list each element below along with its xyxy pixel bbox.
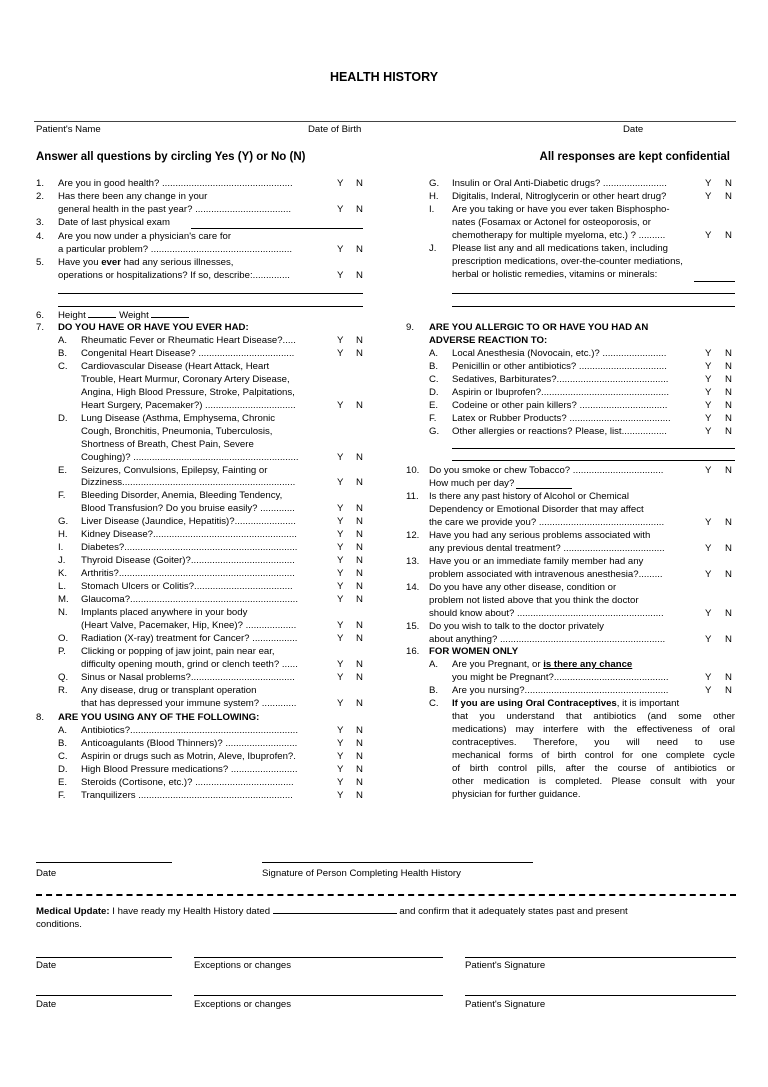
q16c-line: medications) may interfere with the effectiveness of oral bbox=[452, 724, 735, 735]
instructions-right: All responses are kept confidential bbox=[539, 151, 730, 163]
q7-item-yes[interactable]: Y bbox=[337, 542, 344, 554]
q16a-letter: A. bbox=[429, 659, 439, 670]
q9-blank-1[interactable] bbox=[452, 448, 735, 449]
q7-item-letter: D. bbox=[58, 412, 68, 424]
q2-yes[interactable]: Y bbox=[337, 204, 344, 215]
q8-item-letter: E. bbox=[58, 776, 68, 788]
q8-item-text: Antibiotics?............................................................... bbox=[81, 725, 298, 736]
q8-item-yes[interactable]: Y bbox=[337, 776, 344, 788]
q2-text-2: general health in the past year? .................................... bbox=[58, 204, 292, 215]
q15-no[interactable]: N bbox=[725, 634, 732, 645]
med-item-letter: H. bbox=[429, 191, 439, 202]
q7-item-no[interactable]: N bbox=[356, 399, 363, 411]
patient-sig-line-1[interactable] bbox=[465, 957, 736, 958]
q7-item-yes[interactable]: Y bbox=[337, 658, 344, 670]
q9-heading-2: ADVERSE REACTION TO: bbox=[429, 335, 548, 346]
med-item-text: Please list any and all medications taken, including bbox=[452, 243, 668, 254]
q7-item-yes[interactable]: Y bbox=[337, 555, 344, 567]
q7-item-text: Kidney Disease?...................................................... bbox=[81, 529, 297, 541]
row1-exceptions: Exceptions or changes bbox=[194, 960, 292, 971]
q6-number: 6. bbox=[36, 310, 45, 321]
row1-patient-sig: Patient's Signature bbox=[465, 960, 546, 971]
header-rule bbox=[34, 121, 736, 122]
q4-yes[interactable]: Y bbox=[337, 244, 344, 255]
q10-yes[interactable]: Y bbox=[705, 465, 712, 476]
q7-item-letter: B. bbox=[58, 347, 68, 359]
q8-item-letter: B. bbox=[58, 737, 68, 749]
q7-item-yes[interactable]: Y bbox=[337, 568, 344, 580]
q7-item-text: Bleeding Disorder, Anemia, Bleeding Tendency, bbox=[81, 490, 283, 502]
exceptions-line-2[interactable] bbox=[194, 995, 443, 996]
q7-item-yes[interactable]: Y bbox=[337, 477, 344, 489]
med-item-no[interactable]: N bbox=[725, 178, 732, 189]
med-item-no[interactable]: N bbox=[725, 230, 732, 241]
q2-no[interactable]: N bbox=[356, 204, 363, 215]
q11-number: 11. bbox=[406, 491, 419, 502]
footer-signature-label: Signature of Person Completing Health History bbox=[262, 868, 461, 879]
medical-update-text-2: conditions. bbox=[36, 919, 82, 930]
q5-blank-2[interactable] bbox=[58, 306, 363, 307]
q5-no[interactable]: N bbox=[356, 270, 363, 281]
q7-item-letter: C. bbox=[58, 360, 68, 372]
q8-item-no[interactable]: N bbox=[356, 763, 363, 775]
q10-text: Do you smoke or chew Tobacco? .................................. bbox=[429, 465, 664, 476]
q7-item-no[interactable]: N bbox=[356, 697, 363, 709]
q9-item-letter: D. bbox=[429, 387, 439, 398]
q9-item-letter: B. bbox=[429, 361, 439, 372]
q8-item-no[interactable]: N bbox=[356, 789, 363, 801]
q8-item-no[interactable]: N bbox=[356, 737, 363, 749]
q7-item-yes[interactable]: Y bbox=[337, 632, 344, 644]
q8-item-letter: C. bbox=[58, 750, 68, 762]
q9-blank-2[interactable] bbox=[452, 460, 735, 461]
q7-item-text: Liver Disease (Jaundice, Hepatitis)?....................... bbox=[81, 516, 296, 528]
q7-item-no[interactable]: N bbox=[356, 581, 363, 593]
q7-item-text: Angina, High Blood Pressure, Stroke, Palpitations, bbox=[81, 386, 295, 398]
q11-text: Dependency or Emotional Disorder that may affect bbox=[429, 504, 644, 515]
q7-item-text: Shortness of Breath, Chest Pain, Severe bbox=[81, 438, 254, 450]
q11-yes[interactable]: Y bbox=[705, 517, 712, 528]
q9-heading: ARE YOU ALLERGIC TO OR HAVE YOU HAD AN bbox=[429, 322, 649, 333]
page-title: HEALTH HISTORY bbox=[329, 70, 439, 84]
q8-item-no[interactable]: N bbox=[356, 725, 363, 736]
q7-item-letter: M. bbox=[58, 594, 69, 605]
q7-item-no[interactable]: N bbox=[356, 594, 363, 605]
q2-text: Has there been any change in your bbox=[58, 191, 208, 202]
med-item-text: Insulin or Oral Anti-Diabetic drugs? ........................ bbox=[452, 178, 667, 189]
q11-text: the care we provide you? ............................................... bbox=[429, 517, 665, 528]
q7-item-no[interactable]: N bbox=[356, 632, 363, 644]
q6-text: Height Weight bbox=[58, 310, 189, 323]
q8-item-yes[interactable]: Y bbox=[337, 737, 344, 749]
med-item-letter: I. bbox=[429, 204, 435, 215]
q7-item-yes[interactable]: Y bbox=[337, 516, 344, 528]
q7-item-yes[interactable]: Y bbox=[337, 697, 344, 709]
q12-yes[interactable]: Y bbox=[705, 543, 712, 554]
med-item-yes[interactable]: Y bbox=[705, 178, 712, 189]
q9-item-yes[interactable]: Y bbox=[705, 387, 712, 398]
q7-item-text: Glaucoma?............................................................... bbox=[81, 594, 298, 605]
q9-item-yes[interactable]: Y bbox=[705, 426, 712, 437]
q8-item-letter: A. bbox=[58, 725, 68, 736]
q7-item-yes[interactable]: Y bbox=[337, 451, 344, 463]
q16c-line: of birth control pills, after the course of antibiotics or bbox=[452, 763, 735, 774]
update-date-line-2[interactable] bbox=[36, 995, 172, 996]
q16c-line: mechanical forms of birth control for one complete cycle bbox=[452, 750, 735, 761]
q7-item-text: Lung Disease (Asthma, Emphysema, Chronic bbox=[81, 412, 276, 424]
q14-text: Do you have any other disease, condition or bbox=[429, 582, 617, 593]
q9-item-text: Local Anesthesia (Novocain, etc.)? ........................ bbox=[452, 348, 667, 359]
q7-item-no[interactable]: N bbox=[356, 542, 363, 554]
med-item-text: prescription medications, over-the-counter mediations, bbox=[452, 256, 683, 267]
q8-item-text: High Blood Pressure medications? ......................... bbox=[81, 763, 298, 775]
q1-number: 1. bbox=[36, 178, 45, 189]
q9-item-text: Sedatives, Barbiturates?.......................................... bbox=[452, 374, 669, 385]
q8-item-no[interactable]: N bbox=[356, 750, 363, 762]
q7-item-letter: H. bbox=[58, 529, 68, 541]
q16b-letter: B. bbox=[429, 685, 439, 696]
q9-item-letter: A. bbox=[429, 348, 439, 359]
q7-item-letter: A. bbox=[58, 335, 68, 346]
q8-item-text: Aspirin or drugs such as Motrin, Aleve, Ibuprofen?. bbox=[81, 750, 296, 762]
height-field[interactable] bbox=[88, 317, 116, 318]
q7-item-text: Cardiovascular Disease (Heart Attack, Heart bbox=[81, 360, 270, 372]
q9-item-no[interactable]: N bbox=[725, 361, 732, 372]
q7-item-text: Cough, Bronchitis, Pneumonia, Tuberculosis, bbox=[81, 425, 273, 437]
q8-item-yes[interactable]: Y bbox=[337, 750, 344, 762]
q8-item-yes[interactable]: Y bbox=[337, 789, 344, 801]
q9-item-yes[interactable]: Y bbox=[705, 400, 712, 411]
q10-blank[interactable] bbox=[516, 488, 572, 489]
q7-item-no[interactable]: N bbox=[356, 555, 363, 567]
q9-item-no[interactable]: N bbox=[725, 413, 732, 424]
q7-item-no[interactable]: N bbox=[356, 335, 363, 346]
q9-item-no[interactable]: N bbox=[725, 387, 732, 398]
row1-date: Date bbox=[36, 960, 57, 971]
q9-item-text: Latex or Rubber Products? ...................................... bbox=[452, 413, 671, 424]
q13-no[interactable]: N bbox=[725, 569, 732, 580]
q7-item-no[interactable]: N bbox=[356, 347, 363, 359]
medical-update-text: Medical Update: I have ready my Health History dated and confirm that it adequately states past and present bbox=[36, 906, 628, 917]
q16a-text-2: you might be Pregnant?........................................... bbox=[452, 672, 669, 683]
med-item-no[interactable]: N bbox=[725, 191, 732, 202]
q11-text: Is there any past history of Alcohol or Chemical bbox=[429, 491, 629, 502]
q13-yes[interactable]: Y bbox=[705, 569, 712, 580]
q9-item-yes[interactable]: Y bbox=[705, 374, 712, 385]
q7-item-yes[interactable]: Y bbox=[337, 347, 344, 359]
q8-item-text: Tranquilizers .......................................................... bbox=[81, 789, 293, 801]
q8-number: 8. bbox=[36, 712, 45, 723]
dob-label: Date of Birth bbox=[308, 124, 362, 135]
row2-exceptions: Exceptions or changes bbox=[194, 999, 292, 1010]
q9-item-yes[interactable]: Y bbox=[705, 361, 712, 372]
q7-heading: DO YOU HAVE OR HAVE YOU EVER HAD: bbox=[58, 322, 249, 333]
q8-item-letter: F. bbox=[58, 789, 66, 801]
q7-item-text: that has depressed your immune system? ............. bbox=[81, 697, 297, 709]
q9-item-letter: G. bbox=[429, 426, 440, 437]
q7-item-text: Clicking or popping of jaw joint, pain near ear, bbox=[81, 645, 275, 657]
q9-item-yes[interactable]: Y bbox=[705, 348, 712, 359]
q7-item-text: Any disease, drug or transplant operation bbox=[81, 684, 257, 696]
q7-item-no[interactable]: N bbox=[356, 451, 363, 463]
cut-line bbox=[36, 894, 736, 896]
q9-item-letter: C. bbox=[429, 374, 439, 385]
q7-item-text: Radiation (X-ray) treatment for Cancer? ................. bbox=[81, 632, 298, 644]
q5-number: 5. bbox=[36, 257, 45, 268]
q5-text: Have you ever had any serious illnesses, bbox=[58, 257, 234, 268]
med-item-text: Are you taking or have you ever taken Bisphospho- bbox=[452, 204, 670, 215]
q12-number: 12. bbox=[406, 530, 420, 541]
update-date-line-1[interactable] bbox=[36, 957, 172, 958]
q7-item-text: Blood Transfusion? Do you bruise easily? ............. bbox=[81, 503, 295, 515]
q7-item-letter: L. bbox=[58, 581, 67, 593]
q7-item-text: Congenital Heart Disease? .................................... bbox=[81, 347, 295, 359]
q1-text: Are you in good health? ................................................. bbox=[58, 178, 293, 189]
q16a-yes[interactable]: Y bbox=[705, 672, 712, 683]
q7-item-letter: K. bbox=[58, 568, 68, 580]
q13-number: 13. bbox=[406, 556, 420, 567]
q16c-line: contraceptives. Therefore, you will need to use bbox=[452, 737, 735, 748]
q7-item-letter: E. bbox=[58, 464, 68, 476]
q7-item-yes[interactable]: Y bbox=[337, 594, 344, 605]
q7-item-text: Dizziness................................................................. bbox=[81, 477, 296, 489]
q13-text: problem associated with intravenous anesthesia?......... bbox=[429, 569, 663, 580]
q5-yes[interactable]: Y bbox=[337, 270, 344, 281]
q10-number: 10. bbox=[406, 465, 420, 476]
q16a-text: Are you Pregnant, or is there any chance bbox=[452, 659, 633, 670]
q8-item-yes[interactable]: Y bbox=[337, 725, 344, 736]
q8-item-text: Steroids (Cortisone, etc.)? ..................................... bbox=[81, 776, 294, 788]
med-item-text: chemotherapy for multiple myeloma, etc.) ? .......... bbox=[452, 230, 666, 241]
q7-item-no[interactable]: N bbox=[356, 516, 363, 528]
exceptions-line-1[interactable] bbox=[194, 957, 443, 958]
q12-text: Have you had any serious problems associated with bbox=[429, 530, 651, 541]
q4-text: Are you now under a physician's care for bbox=[58, 231, 232, 242]
q7-item-text: Seizures, Convulsions, Epilepsy, Fainting or bbox=[81, 464, 268, 476]
q11-no[interactable]: N bbox=[725, 517, 732, 528]
q1-no[interactable]: N bbox=[356, 178, 363, 189]
med-item-text: Digitalis, Inderal, Nitroglycerin or other heart drug? bbox=[452, 191, 667, 202]
q7-item-letter: I. bbox=[58, 542, 64, 554]
q5-text-2: operations or hospitalizations? If so, describe:.............. bbox=[58, 270, 290, 281]
q16-number: 16. bbox=[406, 646, 420, 657]
q7-item-letter: G. bbox=[58, 516, 69, 528]
q7-item-no[interactable]: N bbox=[356, 671, 363, 683]
patient-name-label: Patient's Name bbox=[36, 124, 101, 135]
signature-line[interactable] bbox=[262, 862, 533, 863]
q14-text: should know about? ....................................................... bbox=[429, 608, 664, 619]
footer-date-label: Date bbox=[36, 868, 57, 879]
q7-item-text: Coughing)? .............................................................. bbox=[81, 451, 299, 463]
med-item-letter: G. bbox=[429, 178, 440, 189]
q7-item-text: Thyroid Disease (Goiter)?....................................... bbox=[81, 555, 295, 567]
q16b-no[interactable]: N bbox=[725, 685, 732, 696]
q9-item-no[interactable]: N bbox=[725, 374, 732, 385]
update-date-field[interactable] bbox=[273, 913, 397, 914]
med-item-letter: J. bbox=[429, 243, 437, 254]
q4-text-2: a particular problem? ..................................................... bbox=[58, 244, 293, 255]
q7-item-yes[interactable]: Y bbox=[337, 503, 344, 515]
q9-item-text: Penicillin or other antibiotics? ................................. bbox=[452, 361, 667, 372]
q7-item-yes[interactable]: Y bbox=[337, 671, 344, 683]
q8-heading: ARE YOU USING ANY OF THE FOLLOWING: bbox=[58, 712, 260, 723]
date-line[interactable] bbox=[36, 862, 172, 863]
q7-number: 7. bbox=[36, 322, 45, 333]
q7-item-text: Arthritis?.................................................................. bbox=[81, 568, 295, 580]
q7-item-yes[interactable]: Y bbox=[337, 581, 344, 593]
q7-item-yes[interactable]: Y bbox=[337, 399, 344, 411]
q8-item-text: Anticoagulants (Blood Thinners)? ........................... bbox=[81, 737, 298, 749]
q16a-no[interactable]: N bbox=[725, 672, 732, 683]
q15-yes[interactable]: Y bbox=[705, 634, 712, 645]
q16c-letter: C. bbox=[429, 698, 439, 709]
q8-item-letter: D. bbox=[58, 763, 68, 775]
q7-item-letter: F. bbox=[58, 490, 66, 502]
q16c-line: that you understand that antibiotics (and some other bbox=[452, 711, 735, 722]
q8-item-no[interactable]: N bbox=[356, 776, 363, 788]
q9-item-letter: F. bbox=[429, 413, 437, 424]
med-item-yes[interactable]: Y bbox=[705, 191, 712, 202]
q7-item-text: Heart Surgery, Pacemaker?) .................................. bbox=[81, 399, 296, 411]
q16b-yes[interactable]: Y bbox=[705, 685, 712, 696]
q15-text: about anything? .............................................................. bbox=[429, 634, 666, 645]
q14-text: problem not listed above that you think the doctor bbox=[429, 595, 639, 606]
q8j-blank-2[interactable] bbox=[452, 306, 735, 307]
date-label: Date bbox=[623, 124, 644, 135]
q9-item-letter: E. bbox=[429, 400, 439, 411]
med-item-text: herbal or holistic remedies, vitamins or minerals: bbox=[452, 269, 658, 280]
q7-item-letter: R. bbox=[58, 684, 68, 696]
q7-item-text: Stomach Ulcers or Colitis?..................................... bbox=[81, 581, 293, 593]
q15-text: Do you wish to talk to the doctor privately bbox=[429, 621, 604, 632]
q3-blank[interactable] bbox=[191, 228, 363, 229]
q16b-text: Are you nursing?...................................................... bbox=[452, 685, 669, 696]
instructions-left: Answer all questions by circling Yes (Y) or No (N) bbox=[36, 151, 306, 163]
med-item-yes[interactable]: Y bbox=[705, 230, 712, 241]
q4-no[interactable]: N bbox=[356, 244, 363, 255]
weight-field[interactable] bbox=[151, 317, 189, 318]
q7-item-no[interactable]: N bbox=[356, 658, 363, 670]
q7-item-text: Rheumatic Fever or Rheumatic Heart Disease?..... bbox=[81, 335, 296, 346]
q8j-blank-0[interactable] bbox=[694, 281, 735, 282]
q7-item-no[interactable]: N bbox=[356, 568, 363, 580]
q16c-text: If you are using Oral Contraceptives, it is important bbox=[452, 698, 680, 709]
q7-item-no[interactable]: N bbox=[356, 503, 363, 515]
q16c-line: physician for further guidance. bbox=[452, 789, 581, 800]
q9-item-yes[interactable]: Y bbox=[705, 413, 712, 424]
q9-number: 9. bbox=[406, 322, 415, 333]
q14-no[interactable]: N bbox=[725, 608, 732, 619]
q3-number: 3. bbox=[36, 217, 45, 228]
q8-item-yes[interactable]: Y bbox=[337, 763, 344, 775]
q8j-blank-1[interactable] bbox=[452, 293, 735, 294]
q7-item-no[interactable]: N bbox=[356, 619, 363, 631]
q14-number: 14. bbox=[406, 582, 420, 593]
q5-blank-1[interactable] bbox=[58, 293, 363, 294]
q12-no[interactable]: N bbox=[725, 543, 732, 554]
q9-item-no[interactable]: N bbox=[725, 426, 732, 437]
q10-no[interactable]: N bbox=[725, 465, 732, 476]
q7-item-letter: Q. bbox=[58, 671, 69, 683]
row2-date: Date bbox=[36, 999, 57, 1010]
q1-yes[interactable]: Y bbox=[337, 178, 344, 189]
q14-yes[interactable]: Y bbox=[705, 608, 712, 619]
q16-heading: FOR WOMEN ONLY bbox=[429, 646, 519, 657]
q9-item-no[interactable]: N bbox=[725, 348, 732, 359]
q16c-line: other medication is completed. Please consult with your bbox=[452, 776, 735, 787]
q7-item-yes[interactable]: Y bbox=[337, 335, 344, 346]
q4-number: 4. bbox=[36, 231, 45, 242]
q7-item-text: (Heart Valve, Pacemaker, Hip, Knee)? ................... bbox=[81, 619, 297, 631]
q9-item-no[interactable]: N bbox=[725, 400, 732, 411]
q7-item-text: difficulty opening mouth, grind or clench teeth? ...... bbox=[81, 658, 298, 670]
q12-text: any previous dental treatment? ...................................... bbox=[429, 543, 665, 554]
q7-item-no[interactable]: N bbox=[356, 477, 363, 489]
med-item-text: nates (Fosamax or Actonel for osteoporosis, or bbox=[452, 217, 651, 228]
q9-item-text: Codeine or other pain killers? ................................. bbox=[452, 400, 668, 411]
q10-text-2: How much per day? bbox=[429, 478, 515, 489]
q15-number: 15. bbox=[406, 621, 420, 632]
q7-item-letter: O. bbox=[58, 632, 69, 644]
q9-item-text: Other allergies or reactions? Please, list................. bbox=[452, 426, 667, 437]
q7-item-yes[interactable]: Y bbox=[337, 619, 344, 631]
q7-item-no[interactable]: N bbox=[356, 529, 363, 541]
q7-item-yes[interactable]: Y bbox=[337, 529, 344, 541]
q7-item-text: Implants placed anywhere in your body bbox=[81, 606, 248, 618]
q7-item-text: Sinus or Nasal problems?....................................... bbox=[81, 671, 295, 683]
row2-patient-sig: Patient's Signature bbox=[465, 999, 546, 1010]
q13-text: Have you or an immediate family member had any bbox=[429, 556, 644, 567]
q7-item-letter: P. bbox=[58, 645, 66, 657]
q7-item-letter: J. bbox=[58, 555, 66, 567]
q7-item-text: Trouble, Heart Murmur, Coronary Artery Disease, bbox=[81, 373, 290, 385]
q7-item-letter: N. bbox=[58, 606, 68, 618]
q3-text: Date of last physical exam bbox=[58, 217, 170, 228]
q9-item-text: Aspirin or Ibuprofen?................................................ bbox=[452, 387, 670, 398]
q7-item-text: Diabetes?................................................................. bbox=[81, 542, 298, 554]
q2-number: 2. bbox=[36, 191, 45, 202]
patient-sig-line-2[interactable] bbox=[465, 995, 736, 996]
